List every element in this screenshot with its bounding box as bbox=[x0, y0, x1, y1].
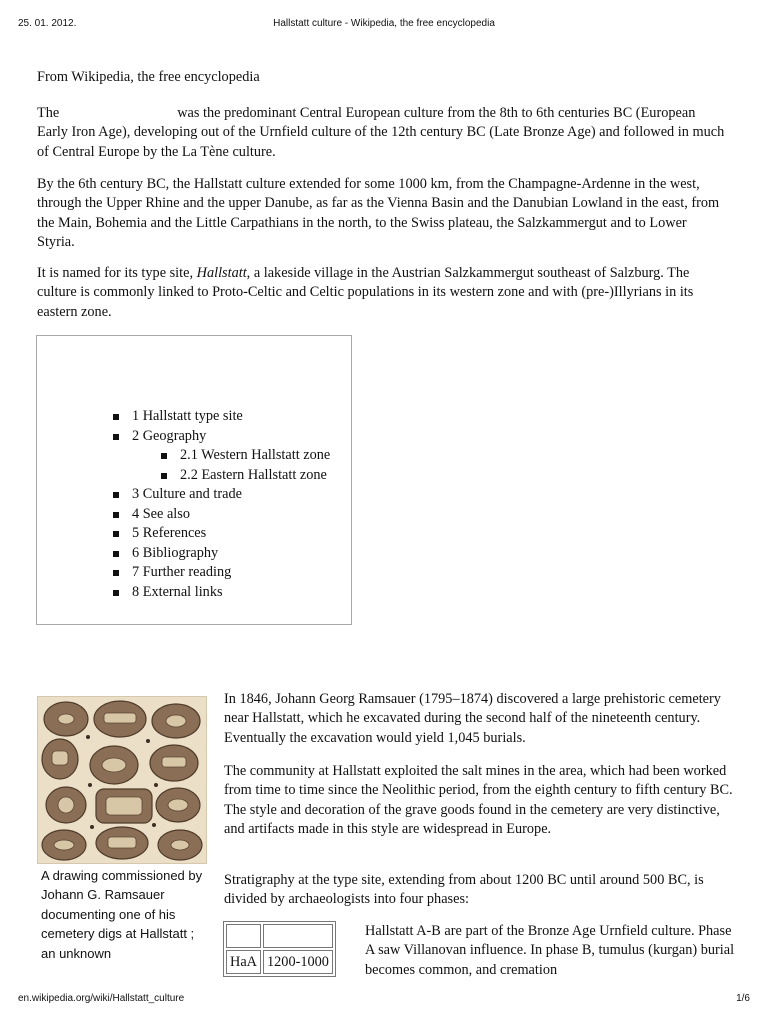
table-of-contents bbox=[36, 335, 352, 625]
ramsauer-drawing-figure bbox=[37, 696, 207, 963]
print-page-title: Hallstatt culture - Wikipedia, the free encyclopedia bbox=[273, 18, 495, 29]
grave-drawing-illustration bbox=[38, 697, 206, 863]
cemetery-drawing-image[interactable] bbox=[37, 696, 207, 864]
section-paragraph-1: In 1846, Johann Georg Ramsauer (1795–1874) discovered a large prehistoric cemetery near Hallstatt, which he excavated during the second half of the nineteenth century. Eventually the excavation would yield 1,045 burials. bbox=[224, 691, 721, 746]
table-cell bbox=[226, 924, 261, 948]
print-date: 25. 01. 2012. bbox=[18, 18, 77, 29]
intro-paragraph-3 bbox=[37, 264, 727, 322]
toc-item-bibliography[interactable]: 6 Bibliography bbox=[113, 544, 330, 564]
figure-caption: A drawing commissioned by Johann G. Ramsauer documenting one of his cemetery digs at Hallstatt ; an unknown bbox=[41, 868, 203, 961]
toc-item-external-links[interactable]: 8 External links bbox=[113, 583, 330, 603]
table-row bbox=[226, 950, 333, 974]
toc-item-geography[interactable]: 2 Geography bbox=[113, 427, 330, 447]
toc-item-western-zone[interactable]: 2.1 Western Hallstatt zone bbox=[161, 446, 330, 466]
page-number: 1/6 bbox=[736, 993, 750, 1004]
intro-p3-end: , a lakeside village in the Austrian Salzkammergut southeast of Salzburg. The culture is commonly linked to Proto-Celtic and Celtic populations in its western zone and with (pre-)Illyrians in its eastern zone. bbox=[37, 265, 694, 320]
hallstatt-emphasis: Hallstatt bbox=[196, 265, 247, 281]
page-url: en.wikipedia.org/wiki/Hallstatt_culture bbox=[18, 993, 185, 1004]
toc-item-references[interactable]: 5 References bbox=[113, 524, 330, 544]
table-cell: 1200-1000 bbox=[263, 950, 333, 974]
intro-p1-text: was the predominant Central European culture from the 8th to 6th centuries BC (European Early Iron Age), developing out of the Urnfield culture of the 12th century BC (Late Bronze Age) and followed in much of Central Europe by the La Tène culture. bbox=[37, 105, 725, 160]
table-row bbox=[226, 924, 333, 948]
toc-list bbox=[113, 407, 330, 602]
table-cell: HaA bbox=[226, 950, 261, 974]
intro-paragraph-1 bbox=[37, 104, 727, 162]
intro-p1-prefix: The bbox=[37, 105, 60, 121]
table-cell bbox=[263, 924, 333, 948]
toc-item-see-also[interactable]: 4 See also bbox=[113, 505, 330, 525]
phases-table bbox=[223, 921, 336, 977]
toc-item-hallstatt-type-site[interactable]: 1 Hallstatt type site bbox=[113, 407, 330, 427]
section-paragraph-2: The community at Hallstatt exploited the salt mines in the area, which had been worked from time to time since the Neolithic period, from the eighth century to fifth century BC. The style and decoration of the grave goods found in the cemetery are very distinctive, and artifacts made in this style are widespread in Europe. bbox=[224, 763, 733, 838]
toc-item-culture-and-trade[interactable]: 3 Culture and trade bbox=[113, 485, 330, 505]
from-line: From Wikipedia, the free encyclopedia bbox=[37, 69, 260, 85]
toc-item-further-reading[interactable]: 7 Further reading bbox=[113, 563, 330, 583]
intro-p3-start: It is named for its type site, bbox=[37, 265, 197, 281]
section-paragraph-3: Stratigraphy at the type site, extending from about 1200 BC until around 500 BC, is divided by archaeologists into four phases: bbox=[224, 872, 704, 908]
section-paragraph-4: Hallstatt A-B are part of the Bronze Age Urnfield culture. Phase A saw Villanovan influence. In phase B, tumulus (kurgan) burial becomes common, and cremation bbox=[365, 923, 735, 978]
intro-paragraph-2: By the 6th century BC, the Hallstatt culture extended for some 1000 km, from the Champagne-Ardenne in the west, through the Upper Rhine and the upper Danube, as far as the Vienna Basin and the Danubian Lowland in the east, from the Main, Bohemia and the Little Carpathians in the north, to the Swiss plateau, the Salzkammergut and to Lower Styria. bbox=[37, 176, 720, 251]
toc-item-eastern-zone[interactable]: 2.2 Eastern Hallstatt zone bbox=[161, 466, 330, 486]
